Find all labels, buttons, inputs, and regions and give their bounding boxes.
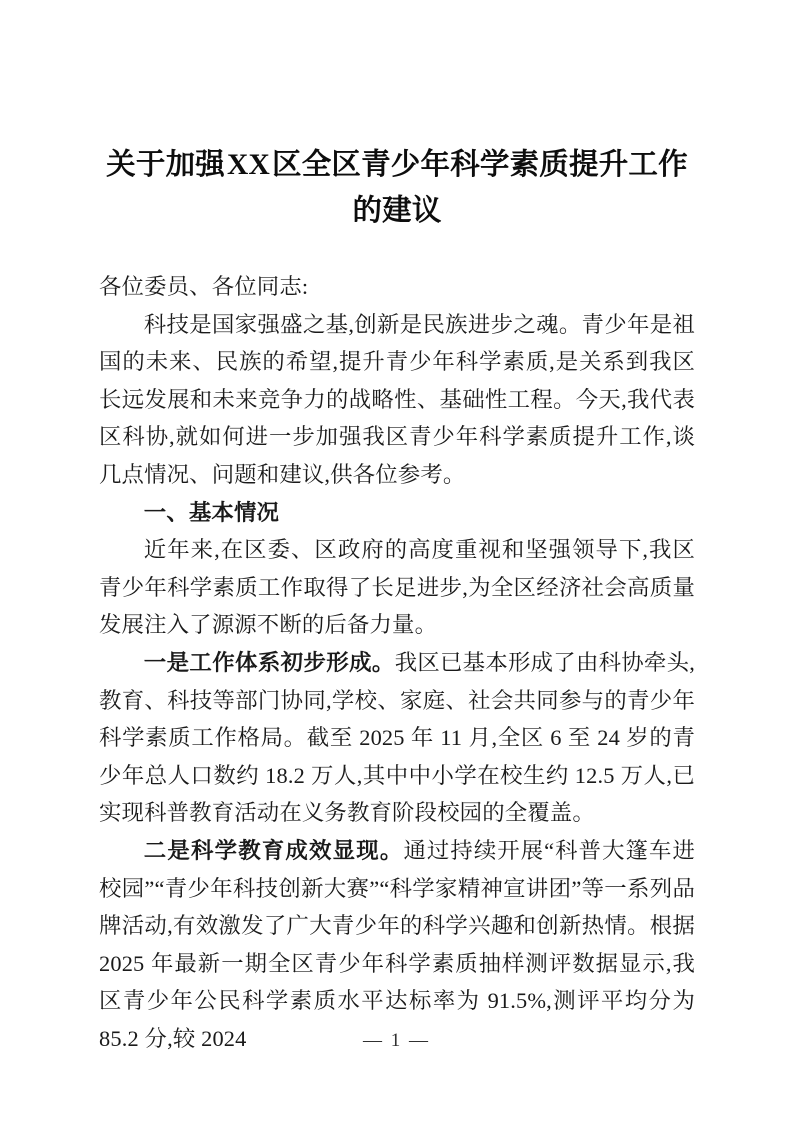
paragraph-point-1 [99, 644, 695, 832]
paragraph-overview: 近年来,在区委、区政府的高度重视和坚强领导下,我区青少年科学素质工作取得了长足进步,为全区经济社会高质量发展注入了源源不断的后备力量。 [99, 537, 695, 638]
point-2-lead: 二是科学教育成效显现。 [143, 837, 404, 863]
point-1-text: 我区已基本形成了由科协牵头,教育、科技等部门协同,学校、家庭、社会共同参与的青少年科学素质工作格局。截至 2025 年 11 月,全区 6 至 24 岁的青少年总人口数约 18.2 万人,其中中小学在校生约 12.5 万人,已实现科普教育活动在义务教育阶段校园的全覆盖。 [99, 649, 695, 826]
paragraph-intro: 科技是国家强盛之基,创新是民族进步之魂。青少年是祖国的未来、民族的希望,提升青少年科学素质,是关系到我区长远发展和未来竞争力的战略性、基础性工程。今天,我代表区科协,就如何进一步加强我区青少年科学素质提升工作,谈几点情况、问题和建议,供各位参考。 [99, 311, 695, 487]
point-1-lead: 一是工作体系初步形成。 [143, 649, 395, 675]
point-2-text: 通过持续开展“科普大篷车进校园”“青少年科技创新大赛”“科学家精神宣讲团”等一系列品牌活动,有效激发了广大青少年的科学兴趣和创新热情。根据 2025 年最新一期全区青少年科学素质抽样测评数据显示,我区青少年公民科学素质水平达标率为 91.5%,测评平均分为 85.2 分,较 2024 [99, 837, 695, 1051]
salutation: 各位委员、各位同志: [99, 274, 309, 299]
title-prefix: 关于加强 [106, 148, 225, 181]
title-suffix: 区全区青少年科学素质提升工作的建议 [272, 148, 688, 227]
page-title [99, 142, 695, 233]
section-heading-1: 一、基本情况 [143, 499, 280, 525]
title-latin-placeholder: XX [226, 149, 270, 181]
paragraph-point-2 [99, 832, 695, 1058]
document-body [99, 268, 695, 1057]
page-number-footer: — 1 — [363, 1030, 430, 1051]
